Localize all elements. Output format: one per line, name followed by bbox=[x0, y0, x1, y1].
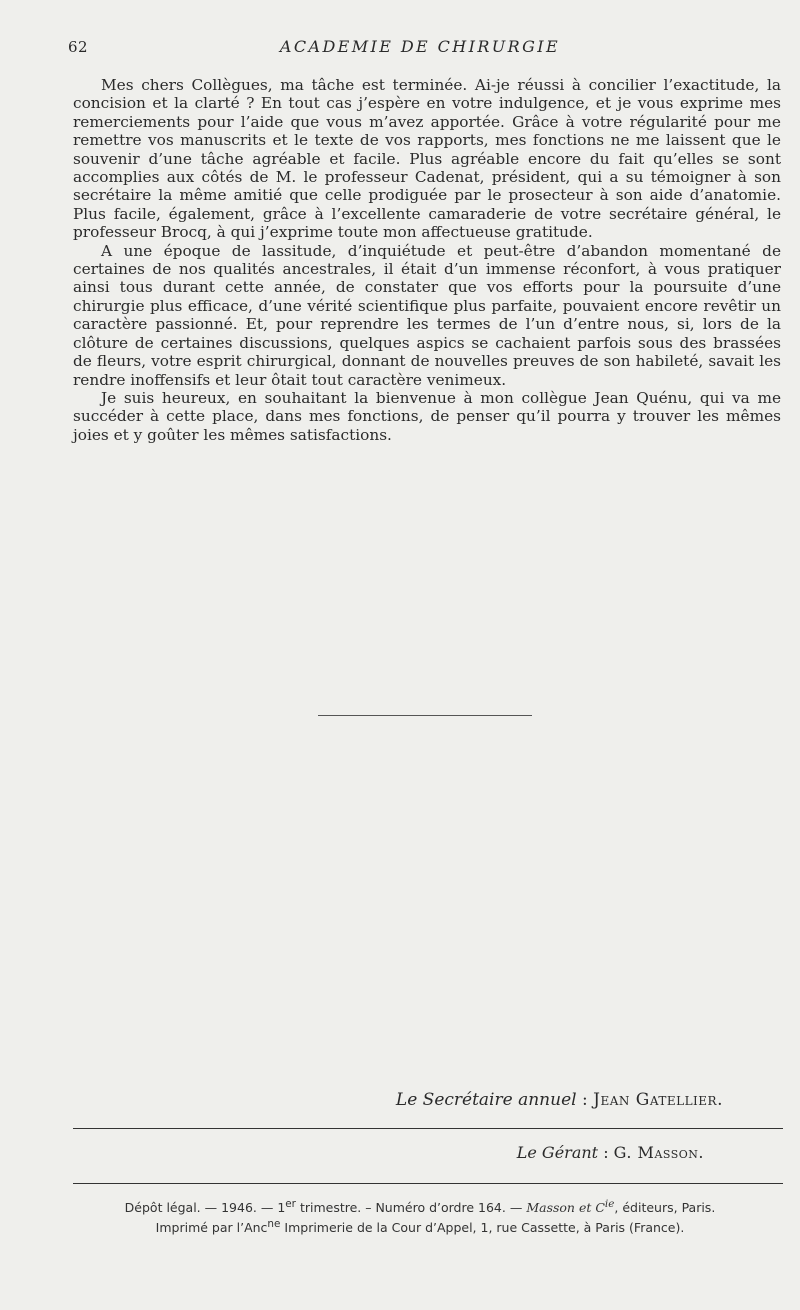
running-title: ACADEMIE DE CHIRURGIE bbox=[279, 37, 561, 56]
imprint-address: Imprimerie de la Cour d’Appel, 1, rue Cassette, à Paris (France). bbox=[280, 1220, 685, 1236]
secretaire-signature bbox=[396, 1090, 723, 1110]
gerant-name: G. Masson. bbox=[613, 1143, 704, 1162]
imprint-publisher: Masson et C bbox=[526, 1200, 605, 1216]
secretaire-separator: : bbox=[576, 1090, 594, 1110]
imprint-printer: Imprimé par l’Anc bbox=[155, 1220, 268, 1236]
imprint-trimestre: trimestre. – Numéro d’ordre 164. — bbox=[295, 1200, 527, 1216]
paragraph-2: A une époque de lassitude, d’inquiétude et peut-être d’abandon momentané de certaines de nos qualités ancestrales, il était d’un immense réconfort, à vous pratiquer ainsi tous durant cette année, de constater que vos efforts pour la poursuite d’une chirurgie plus efficace, d’une vérité scientifique plus parfaite, pouvaient encore revêtir un caractère passionné. Et, pour reprendre les termes de l’un d’entre nous, si, lors de la clôture de certaines discussions, quelques aspics se cachaient parfois sous des brassées de fleurs, votre esprit chirurgical, donnant de nouvelles preuves de son habileté, savait les rendre inoffensifs et leur ôtait tout caractère venimeux. bbox=[73, 241, 781, 389]
paragraph-1: Mes chers Collègues, ma tâche est terminée. Ai-je réussi à concilier l’exactitude, la concision et la clarté ? En tout cas j’espère en votre indulgence, et je vous exprime mes remerciements pour l’aide que vous m’avez apportée. Grâce à votre régularité pour me remettre vos manuscrits et le texte de vos rapports, mes fonctions ne me laissent que le souvenir d’une tâche agréable et facile. Plus agréable encore du fait qu’elles se sont accomplies aux côtés de M. le professeur Cadenat, président, qui a su témoigner à son secrétaire la même amitié que celle prodiguée par le prosecteur à son aide d’anatomie. Plus facile, également, grâce à l’excellente camaraderie de votre secrétaire général, le professeur Brocq, à qui j’exprime toute mon affectueuse gratitude. bbox=[73, 76, 781, 242]
page-number: 62 bbox=[68, 38, 89, 56]
paragraph-3: Je suis heureux, en souhaitant la bienvenue à mon collègue Jean Quénu, qui va me succéder à cette place, dans mes fonctions, de penser qu’il pourra y trouver les mêmes joies et y goûter les mêmes satisfactions. bbox=[73, 388, 781, 444]
imprint bbox=[60, 1196, 780, 1236]
imprint-line-1 bbox=[60, 1196, 780, 1216]
imprint-publisher-sup: ie bbox=[604, 1198, 615, 1210]
footer-rule bbox=[73, 1183, 783, 1184]
secretaire-role: Le Secrétaire annuel bbox=[395, 1090, 577, 1110]
imprint-editeurs: , éditeurs, Paris. bbox=[614, 1200, 716, 1216]
section-divider bbox=[318, 715, 532, 716]
imprint-sup: er bbox=[285, 1198, 296, 1210]
signature-rule bbox=[73, 1128, 783, 1129]
gerant-separator: : bbox=[598, 1143, 614, 1162]
gerant-signature bbox=[517, 1143, 704, 1162]
secretaire-name: Jean Gatellier. bbox=[593, 1090, 723, 1110]
imprint-printer-sup: ne bbox=[267, 1218, 281, 1231]
gerant-role: Le Gérant bbox=[516, 1143, 599, 1162]
imprint-line-2 bbox=[60, 1216, 780, 1236]
imprint-depot-legal: Dépôt légal. — 1946. — 1 bbox=[124, 1200, 286, 1216]
body-text bbox=[73, 76, 781, 444]
